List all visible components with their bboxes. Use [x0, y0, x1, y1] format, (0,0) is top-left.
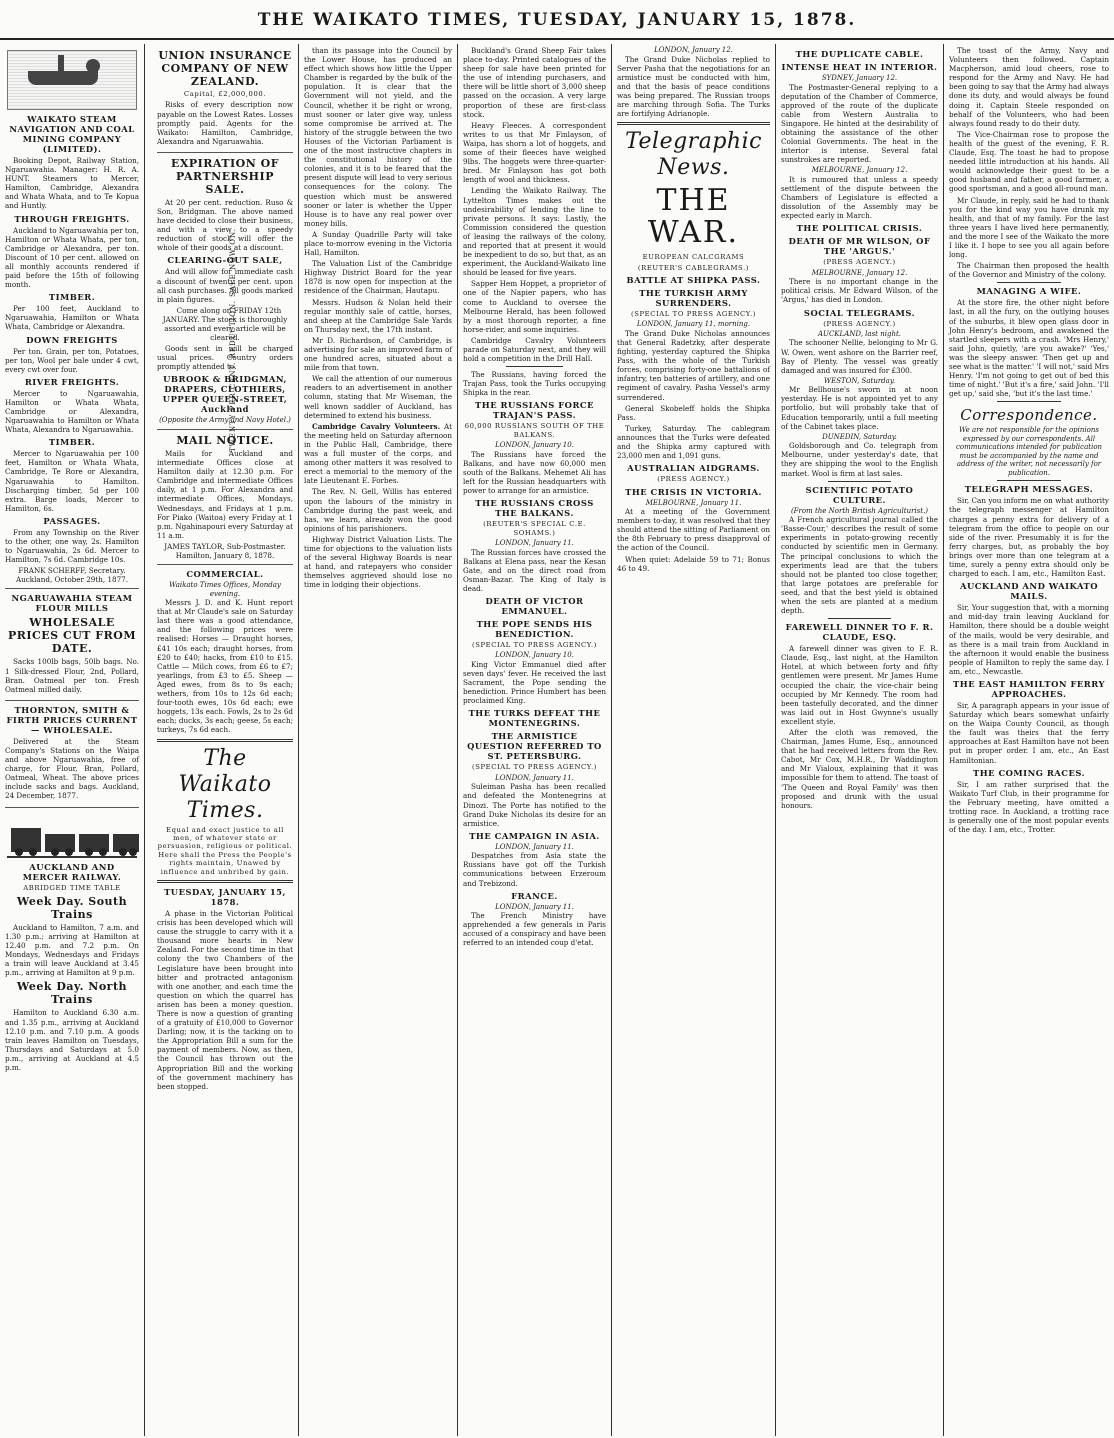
wholesale-text: Sacks 100lb bags, 50lb bags. No. 1 Silk-dressed Flour, 2nd, Pollard, Bran. Oatmeal per ton. Fresh Oatmeal milled daily.	[5, 657, 139, 694]
correspondence-note: We are not responsible for the opinions expressed by our correspondents. All communications intended for publication must be accompanied by the name and address of the writer, not necessarily for publication.	[955, 426, 1103, 477]
wilson-text: There is no important change in the political crisis. Mr Edward Wilson, of the 'Argus,' has died in London.	[781, 277, 938, 305]
passages-heading: PASSAGES.	[43, 515, 101, 526]
wilson-subheading: (PRESS AGENCY.)	[823, 258, 896, 267]
cross-text: The Russian forces have crossed the Balkans at Elena pass, near the Kesan Gate, and on the direct road from Osman-Bazar. The King of Italy is dead.	[463, 547, 606, 593]
separator	[157, 880, 293, 883]
bridgman-heading: UBROOK & BRIDGMAN, DRAPERS, CLOTHIERS, UPPER QUEEN-STREET, Auckland	[162, 374, 288, 415]
russians-dateline: LONDON, January 10.	[495, 441, 574, 450]
river-freights-text: Mercer to Ngaruawahia, Hamilton or Whata Whata, Cambridge or Alexandra, Ngaruawahia to Hamilton or Whata Whata, Alexandra to Ngaruawahia.	[5, 388, 139, 435]
separator	[997, 480, 1061, 481]
pope-dateline: LONDON, January 10.	[495, 651, 574, 660]
commercial-dateline: Waikato Times Offices, Monday evening.	[169, 581, 281, 598]
thornton-text: Delivered at the Steam Company's Stations on the Waipa and above Ngaruawahia, free of charge, for Flour, Bran, Pollard, Oatmeal, Wheat. The above prices include sacks and bags. Auckland, 24 December, 1877.	[5, 736, 139, 801]
through-freights-heading: THROUGH FREIGHTS.	[14, 213, 130, 224]
mail-heading: MAIL NOTICE.	[176, 433, 274, 447]
potato-text: A French agricultural journal called the 'Basse-Cour,' describes the result of some experiments in potato-growing recently conducted by scientific men in Germany. The principal conclusions to which the experiments lead are that the tubers should not be planted too close together, that large potatoes are preferable for seed, and that the best yield is obtained when the sets are planted at a medium depth.	[781, 515, 938, 616]
after-text: After the cloth was removed, the Chairman, James Hume, Esq., announced that he had received letters from the Rev. Cabot, Mr Cox, M.H.R., Dr Waddington and Mr Vialoux, explaining that it was impossible for them to attend. The toast of 'The Queen and Royal Family' was then proposed and drunk with the usual honours.	[781, 728, 938, 810]
telegraph-heading: TELEGRAPH MESSAGES.	[964, 484, 1094, 495]
timber2-text: Mercer to Ngaruawahia per 100 feet, Hamilton or Whata Whata, Cambridge, Te Rore or Alexandra, Ngaruawahia to Hamilton. Discharging timber, 5d per 100 extra. Barge loads, Mercer to Hamilton, 6s.	[5, 449, 139, 513]
rotated-sale-banner: TWENTY PER CENT. REDUCTION. SALE NOW ON.	[229, 228, 237, 452]
bridgman-subheading: (Opposite the Army and Navy Hotel.)	[159, 416, 291, 425]
governor-toast-text: The Chairman then proposed the health of the Governor and Ministry of the colony.	[949, 261, 1109, 280]
claude-reply-text: Mr Claude, in reply, said he had to thank you for the kind way you have drunk my health, and that of my family. For the last three years I have lived here permanently, and the more I see of the Waikato the more I like it. I hope to see you all again before long.	[949, 195, 1109, 260]
separator	[828, 481, 891, 482]
column-7	[944, 44, 1114, 1436]
separator	[828, 618, 891, 619]
steamer-engraving	[7, 50, 137, 110]
railway-heading: AUCKLAND AND MERCER RAILWAY.	[22, 861, 122, 882]
steam-signature: FRANK SCHERFF, Secretary. Auckland, October 29th, 1877.	[15, 566, 129, 585]
armistice-dateline: LONDON, January 11.	[495, 773, 574, 782]
column-6	[776, 44, 943, 1436]
north-trains-heading: Week Day. North Trains	[16, 980, 128, 1007]
political-heading: THE POLITICAL CRISIS.	[796, 223, 923, 234]
bridgman-ad	[157, 157, 293, 430]
brief-item: We call the attention of our numerous readers to an advertisement in another column, stating that Mr Wiseman, the well known saddler of Auckland, has determined to extend his business.	[304, 374, 452, 420]
sapper-text: Sapper Hem Hoppet, a proprietor of one of the Napier papers, who has come to Auckland to oversee the Melbourne Herald, has been followed by a most thorough reporter, a fine horse-rider, and some inquiries.	[463, 279, 606, 334]
goods-text: Goods sent in will be charged usual prices. Country orders promptly attended to.	[157, 344, 293, 372]
cavalry-item	[304, 422, 452, 486]
column-5	[612, 44, 775, 1436]
potato-subheading: (From the North British Agriculturist.)	[790, 506, 929, 515]
russia-summary: The Russians, having forced the Trajan Pass, took the Turks occupying Shipka in the rear.	[463, 370, 606, 398]
weston-text: Mr Bellhouse's sworn in at noon yesterday. He is not appointed yet to any portfolio, but will probably take that of Education temporarily, until a full meeting of the Cabinet takes place.	[781, 385, 938, 431]
russians-subheading: 60,000 RUSSIANS SOUTH OF THE BALKANS.	[464, 422, 605, 439]
mail-signature: JAMES TAYLOR, Sub-Postmaster. Hamilton, January 8, 1878.	[164, 541, 286, 560]
wife-heading: MANAGING A WIFE.	[976, 286, 1082, 297]
shipka-subheading-2: (SPECIAL TO PRESS AGENCY.)	[630, 309, 757, 318]
steam-navigation-ad	[5, 114, 139, 589]
france-text: The French Ministry have apprehended a few generals in Paris accused of a conspiracy and have been referred to an intended coup d'etat.	[463, 911, 606, 948]
masthead-title: THE WAIKATO TIMES, TUESDAY, JANUARY 15, 1878.	[257, 10, 857, 30]
france-dateline: LONDON, January 11.	[495, 902, 574, 911]
sheep-fair-text: Buckland's Grand Sheep Fair takes place to-day. Printed catalogues of the sheep for sale have been printed for the use of intending purchasers, and there will be little short of 3,000 sheep passed on the occasion. A very large proportion of these are first-class stock.	[463, 46, 606, 119]
north-trains-text: Hamilton to Auckland 6.30 a.m. and 1.35 p.m., arriving at Auckland 12.10 p.m. and 7.10 p.m. A goods train leaves Hamilton on Tuesdays, Thursdays and Saturdays at 5.0 p.m., arriving at Auckland at 4.5 p.m.	[5, 1008, 139, 1073]
brief-item: The Valuation List of the Cambridge Highway District Board for the year 1878 is now open for inspection at the residence of the Chairman, Hautapu.	[304, 259, 452, 296]
steam-ad-title: WAIKATO STEAM NAVIGATION AND COAL MINING COMPANY (LIMITED).	[9, 114, 135, 154]
passages-text: From any Township on the River to the other, one way, 2s. Hamilton to Ngaruawahia, 2s 6d. Mercer to Hamilton, 7s 6d. Cambridge 10s.	[5, 527, 139, 565]
cambridge-text: Cambridge Cavalry Volunteers parade on Saturday next, and they will hold a competition in the Drill Hall.	[463, 335, 606, 364]
cavalry-heading: Cambridge Cavalry Volunteers.	[312, 421, 441, 431]
cross-heading: THE RUSSIANS CROSS THE BALKANS.	[475, 498, 594, 519]
paper-motto: Equal and exact justice to all men, of whatever state or persuasion, religious or political. Here shall the Press the People's rights maintain, Unawed by influence and unbribed by gain.	[157, 825, 293, 876]
separator	[997, 282, 1061, 283]
river-freights-heading: RIVER FREIGHTS.	[24, 376, 120, 387]
wilson-dateline: MELBOURNE, January 12.	[811, 268, 908, 277]
australian-heading: AUSTRALIAN AIDGRAMS.	[627, 463, 760, 474]
weston-dateline: WESTON, Saturday.	[823, 376, 896, 385]
column-4	[458, 44, 611, 1436]
pope-subheading: (SPECIAL TO PRESS AGENCY.)	[471, 641, 598, 650]
separator	[506, 366, 563, 367]
social-dateline: AUCKLAND, last night.	[818, 329, 901, 338]
toast-text: The toast of the Army, Navy and Volunteers then followed. Captain Macpherson, amid loud cheers, rose to respond for the Army and Navy. He had been going to say that the Army had always done its duty, and would always be found doing it. Captain Steele responded on behalf of the Volunteers, who had been always found ready to do their duty.	[949, 46, 1109, 128]
brief-item: Messrs. Hudson & Nolan held their regular monthly sale of cattle, horses, and sheep at the Cambridge Sale Yards on Thursday next, the 17th instant.	[304, 297, 452, 334]
crisis-heading: THE CRISIS IN VICTORIA.	[625, 486, 762, 497]
mails-heading: AUCKLAND AND WAIKATO MAILS.	[959, 581, 1099, 602]
separator	[617, 122, 770, 125]
mails-text: Sir, Your suggestion that, with a morning and mid-day train leaving Auckland for Hamilton, there should be a double weight of the mails, would be very desirable, and as there is a mail train from Auckland in the afternoon it would enable the business people of Hamilton to reply the same day. I am, etc., Newcastle.	[949, 603, 1109, 676]
london12-text: The Grand Duke Nicholas replied to Server Pasha that the negotiations for an armistice must be conducted with him, and that the basis of peace conditions was being prepared. The Russian troops are marching through Sofia. The Turks are fortifying Adrianople.	[617, 54, 770, 119]
heavy-fleeces-text: Heavy Fleeces. A correspondent writes to us that Mr Finlayson, of Waipa, has shorn a lot of hoggets, and some of their fleeces have weighed 9lbs. The hoggets were three-quarter-bred. Mr Finlayson has got both length of wool and thickness.	[463, 120, 606, 185]
brief-item: Mr D. Richardson, of Cambridge, is advertising for sale an improved farm of one hundred acres, situated about a mile from that town.	[304, 335, 452, 373]
ferry-text: Sir, A paragraph appears in your issue of Saturday which bears somewhat unfairly on the Waipa County Council, as though the fault was theirs that the ferry approaches at East Hamilton have not been put in proper order. I am, etc., An East Hamiltonian.	[949, 700, 1109, 765]
date-line: TUESDAY, JANUARY 15, 1878.	[164, 886, 286, 907]
union-insurance-ad	[157, 49, 293, 153]
timber-heading: TIMBER.	[48, 292, 96, 303]
train-engraving	[7, 812, 137, 858]
armistice-text: Suleiman Pasha has been recalled and defeated the Montenegrins at Dinozi. The Porte has notified to the Grand Duke Nicholas its desire for an armistice.	[463, 782, 606, 828]
social-subheading: (PRESS AGENCY.)	[823, 319, 896, 328]
timber2-heading: TIMBER.	[48, 437, 96, 448]
crisis-dateline: MELBOURNE, January 11.	[645, 498, 742, 507]
south-trains-text: Auckland to Hamilton, 7 a.m. and 1.30 p.m.; arriving at Hamilton at 12.40 p.m. and 7.2 p.m. On Mondays, Wednesdays and Fridays a train will leave Auckland at 3.45 p.m., arriving at Hamilton at 9 p.m.	[5, 922, 139, 978]
brief-item: A Sunday Quadrille Party will take place to-morrow evening in the Victoria Hall, Hamilton.	[304, 229, 452, 258]
gold-text: When quiet: Adelaide 59 to 71; Bonus 46 to 49.	[617, 554, 770, 573]
commercial-heading: COMMERCIAL.	[186, 569, 264, 580]
pope-heading: THE POPE SENDS HIS BENEDICTION.	[476, 619, 593, 640]
paper-title: The Waikato Times.	[178, 745, 272, 823]
wilson-heading: DEATH OF MR WILSON, OF THE 'ARGUS.'	[788, 236, 931, 257]
turks-heading: THE TURKS DEFEAT THE MONTENEGRINS.	[468, 708, 601, 729]
timber-text: Per 100 feet, Auckland to Ngaruawahia, Hamilton or Whata Whata, Cambridge or Alexandra.	[5, 304, 139, 332]
vice-chairman-text: The Vice-Chairman rose to propose the health of the guest of the evening, F. R. Claude, Esq. The toast he had to propose needed little introduction at his hands. All would acknowledge their guest to be a good husband and father, a good farmer, a good sportsman, and a good all-round man.	[949, 129, 1109, 194]
masthead	[0, 0, 1114, 40]
france-heading: FRANCE.	[511, 890, 558, 901]
melbourne-dateline: MELBOURNE, January 12.	[811, 166, 908, 175]
skobeleff-text: General Skobeleff holds the Shipka Pass.	[617, 403, 770, 422]
interior-text: The Postmaster-General replying to a deputation of the Chamber of Commerce, approved of the route of the duplicate cable from Western Australia to Singapore. He hinted at the desirability of obtaining the assistance of the other Colonial Governments. The heat in the interior is intense. Several fatal sunstrokes are reported.	[781, 82, 938, 165]
expiration-heading: EXPIRATION OF PARTNERSHIP SALE.	[170, 156, 280, 196]
asia-heading: THE CAMPAIGN IN ASIA.	[469, 830, 600, 841]
pope-text: King Victor Emmanuel died after seven days' fever. He received the last Sacrament, the Pope sending the benediction. Prince Humbert has been proclaimed King.	[463, 659, 606, 706]
mail-notice	[157, 434, 293, 565]
turkey-text: Turkey, Saturday. The cablegram announces that the Turks were defeated and the Shipka army captured with 23,000 men and 1,091 guns.	[617, 423, 770, 461]
down-freights-text: Per ton. Grain, per ton, Potatoes, per ton, Wool per bale under 4 cwt, every cwt over four.	[5, 346, 139, 374]
telegraph-text: Sir, Can you inform me on what authority the telegraph messenger at Hamilton charges a penny extra for delivery of a telegram from the office to people on our side of the river. Presumably it is for the ferry charges, but, as probably the boy brings over more than one telegram at a time, surely a penny extra should only be charged to each. I am, etc., Hamilton East.	[949, 496, 1109, 579]
asia-dateline: LONDON, January 11.	[495, 842, 574, 851]
column-1	[0, 44, 144, 1436]
flour-heading: NGARUAWAHIA STEAM FLOUR MILLS	[11, 593, 133, 614]
war-subheading: EUROPEAN CALCGRAMS	[642, 253, 745, 262]
shipka-dateline: LONDON, January 11, morning.	[636, 320, 751, 329]
south-trains-heading: Week Day. South Trains	[16, 894, 128, 921]
cavalry-text: At the meeting held on Saturday afternoon in the Public Hall, Cambridge, there was a full muster of the corps, and among other matters it was resolved to erect a memorial to the memory of the late Lieutenant E. Forbes.	[304, 421, 452, 486]
dunedin-dateline: DUNEDIN, Saturday.	[822, 432, 897, 441]
war-subheading-2: (REUTER'S CABLEGRAMS.)	[637, 263, 750, 272]
lending-railway-text: Lending the Waikato Railway. The Lyttelton Times makes out the undesirability of lending the line to private persons. It says: Lastly, the Commission considered the question of leasing the railways of the colony, and reported that at present it would be inexpedient to do so, but that, as an experiment, the Auckland-Waikato line should be leased for five years.	[463, 186, 606, 278]
brief-item: Highway District Valuation Lists. The time for objections to the valuation lists of the several Highway Boards is near at hand, and ratepayers who consider themselves aggrieved should lose no time in lodging their objections.	[304, 534, 452, 590]
interior-heading: INTENSE HEAT IN INTERIOR.	[781, 62, 938, 72]
interior-dateline: SYDNEY, January 12.	[821, 74, 898, 82]
through-freights-text: Auckland to Ngaruawahia per ton, Hamilton or Whata Whata, per ton, Cambridge or Alexandra, per ton. Discount of 10 per cent. allowed on all monthly accounts rendered if paid before the 15th of following month.	[5, 225, 139, 290]
correspondence-heading: Correspondence.	[960, 406, 1098, 425]
ferry-heading: THE EAST HAMILTON FERRY APPROACHES.	[953, 678, 1105, 699]
column-2	[145, 44, 298, 1436]
union-heading: UNION INSURANCE COMPANY OF NEW ZEALAND.	[158, 49, 292, 88]
armistice-subheading: (SPECIAL TO PRESS AGENCY.)	[471, 763, 598, 772]
column-3	[299, 44, 457, 1436]
thornton-ad	[5, 705, 139, 808]
melbourne-text: It is rumoured that unless a speedy settlement of the dispute between the Chambers of Legislature is effected a dissolution of the Assembly may be expected early in March.	[781, 174, 938, 221]
potato-heading: SCIENTIFIC POTATO CULTURE.	[805, 484, 914, 505]
separator	[157, 739, 293, 742]
union-capital: Capital, £2,000,000.	[183, 90, 267, 98]
london12-dateline: LONDON, January 12.	[654, 46, 733, 54]
commercial-text: Messrs J. D. and K. Hunt report that at Mr Claude's sale on Saturday last there was a good attendance, and the following prices were realised: Horses — Draught horses, £41 10s each; draught horses, from £20 to £40; hacks, from £10 to £15. Cattle — Milch cows, from £6 to £7; yearlings, from £3 to £5. Sheep — Aged ewes, from 8s to 9s each; wethers, from 10s to 12s 6d each; four-tooth ewes, 10s 6d each; ewe hoggets, 13s each. Fowls, 2s to 2s 6d each; ducks, 3s each; geese, 5s each; turkeys, 7s 6d each.	[157, 598, 293, 735]
shipka-text: The Grand Duke Nicholas announces that General Radetzky, after desperate fighting, yesterday captured the Shipka Pass, with the whole of the Turkish forces, comprising forty-one battalions of infantry, ten batteries of artillery, and one regiment of cavalry. Pasha Vessel's army surrendered.	[617, 328, 770, 402]
telegraphic-news-heading: Telegraphic News.	[625, 129, 762, 181]
farewell-text: A farewell dinner was given to F. R. Claude, Esq., last night, at the Hamilton Hotel, at which between forty and fifty gentlemen were present. Mr James Hume occupied the chair, the vice-chair being occupied by Mr Kennedy. The room had been tastefully decorated, and the dinner was laid out in Host Gwynne's usually excellent style.	[781, 644, 938, 726]
russians-text: The Russians have forced the Balkans, and have now 60,000 men south of the Balkans. Mehemet Ali has left for the Russian headquarters with power to arrange for an armistice.	[463, 449, 606, 496]
flour-mills-ad	[5, 593, 139, 700]
thornton-heading: THORNTON, SMITH & FIRTH PRICES CURRENT — WHOLESALE.	[6, 704, 138, 735]
friday-text: Come along on FRIDAY 12th JANUARY. The stock is thoroughly assorted and every article will be cleared.	[162, 305, 288, 343]
cable-heading: THE DUPLICATE CABLE.	[795, 49, 924, 59]
editorial-continued: than its passage into the Council by the Lower House, has produced an effect which shows how little the Upper Chamber is regarded by the bulk of the population. It is clear that the Government will not yield, and the Council, whether it be right or wrong, must sooner or later give way, unless some compromise be arrived at. The history of the struggle between the two Houses of the Victorian Parliament is one of the most instructive chapters in the constitutional history of the colonies, and it is to be feared that the present dispute will lead to very serious consequences for the colony. The question which must be answered sooner or later is whether the Upper House is to have any real power over money bills.	[304, 46, 452, 228]
australian-subheading: (PRESS AGENCY.)	[657, 475, 730, 484]
armistice-heading: THE ARMISTICE QUESTION REFERRED TO ST. PETERSBURG.	[467, 731, 602, 762]
dunedin-text: Goldsborough and Co. telegraph from Melbourne, under yesterday's date, that they are shipping the wool to the English market. Wool is firm at last sales.	[781, 441, 938, 478]
races-text: Sir, I am rather surprised that the Waikato Turf Club, in their programme for the February meeting, have omitted a trotting race. In Auckland, a trotting race is generally one of the most popular events of the day. I am, etc., Trotter.	[949, 779, 1109, 835]
down-freights-heading: DOWN FREIGHTS	[26, 334, 118, 345]
clearing-text: And will allow for immediate cash a discount of twenty per cent. upon all cash purchases. All goods marked in plain figures.	[157, 267, 293, 304]
shipka-heading: BATTLE AT SHIPKA PASS.	[626, 274, 761, 285]
separator	[997, 401, 1061, 402]
clearing-heading: CLEARING-OUT SALE,	[167, 255, 283, 266]
victor-heading: DEATH OF VICTOR EMMANUEL.	[485, 596, 584, 617]
railway-subheading: ABRIDGED TIME TABLE	[23, 883, 121, 892]
cross-dateline: LONDON, January 11.	[495, 539, 574, 548]
farewell-heading: FAREWELL DINNER TO F. R. CLAUDE, ESQ.	[785, 622, 934, 643]
social-heading: SOCIAL TELEGRAMS.	[803, 307, 916, 318]
russians-heading: THE RUSSIANS FORCE TRAJAN'S PASS.	[475, 400, 594, 421]
editorial-text: A phase in the Victorian Political crisis has been developed which will cause the struggle to carry with it a thousand more hearts in New Zealand. For the second time in that colony the two Chambers of the Legislature have been brought into bitter and protracted antagonism with one another, and each time the question on which the quarrel has arisen has been a money question. There is now a question of granting of a gratuity of £10,000 to Governor Darling; now, it is the tacking on to the Appropriation Bill a sum for the payment of members. Now, as then, the Council has thrown out the Appropriation Bill and the working of the government machinery has been stopped.	[157, 908, 293, 1091]
crisis-text: At a meeting of the Government members to-day, it was resolved that they should attend the sitting of Parliament on the 8th February to press disapproval of the action of the Council.	[617, 507, 770, 553]
union-text: Risks of every description now payable on the Lowest Rates. Losses promptly paid. Agents for the Waikato: Hamilton, Cambridge, Alexandra and Ngaruawahia.	[157, 100, 293, 146]
mail-text: Mails for Auckland and intermediate Offices close at Hamilton daily at 12.30 p.m. For Cambridge and intermediate Offices daily, at 1 p.m. For Alexandra and intermediate Offices, Mondays, Wednesdays, and Fridays at 1 p.m. For Piako (Waitoa) every Friday at 1 p.m. Ngahinapouri every Saturday at 11 a.m.	[157, 448, 293, 540]
asia-text: Despatches from Asia state the Russians have got off the Turkish communications between Erzeroum and Trebizond.	[463, 851, 606, 888]
cross-subheading: (REUTER'S SPECIAL C.E. SOHAMS.)	[483, 520, 586, 537]
steam-ad-text: Booking Depot, Railway Station, Ngaruawahia. Manager: H. R. A. HUNT. Steamers to Mercer, Hamilton, Cambridge, Alexandra and Whata Whata, and to Te Kopua and Huntly.	[5, 156, 139, 211]
races-heading: THE COMING RACES.	[973, 767, 1085, 778]
war-heading: THE WAR.	[647, 183, 740, 251]
wife-text: At the store fire, the other night before last, in all the fury, on the outlying houses of the suburbs, it blew open glass door in John Henry's bedroom, and awakened the startled sleepers with a crash. 'Mrs Henry,' said John, quietly, 'are you awake?' 'Yes,' was the sleepy answer. 'Then get up and see what is the matter.' 'I will not,' said Mrs Henry. 'I'm not going to get out of bed this time of night.' 'But it's a fire,' said John. 'I'll get up,' said she, 'but it's the last time.'	[949, 298, 1109, 399]
brief-item: The Rev. N. Gell, Willis has entered upon the labours of the ministry in Cambridge during the past week, and has, we learn, already won the good opinions of his parishioners.	[304, 487, 452, 533]
shipka-subheading: THE TURKISH ARMY SURRENDERS.	[639, 287, 748, 308]
wholesale-heading: WHOLESALE PRICES CUT FROM DATE.	[7, 616, 137, 656]
social-text: The schooner Nellie, belonging to Mr G. W. Owen, went ashore on the Barrier reef, Bay of Plenty. The vessel was greatly damaged and was insured for £300.	[781, 338, 938, 375]
expiration-text: At 20 per cent. reduction. Ruso & Son, Bridgman. The above named have decided to close their business, and with a view to a speedy reduction of stock will offer the whole of their goods at a discount.	[157, 197, 293, 253]
